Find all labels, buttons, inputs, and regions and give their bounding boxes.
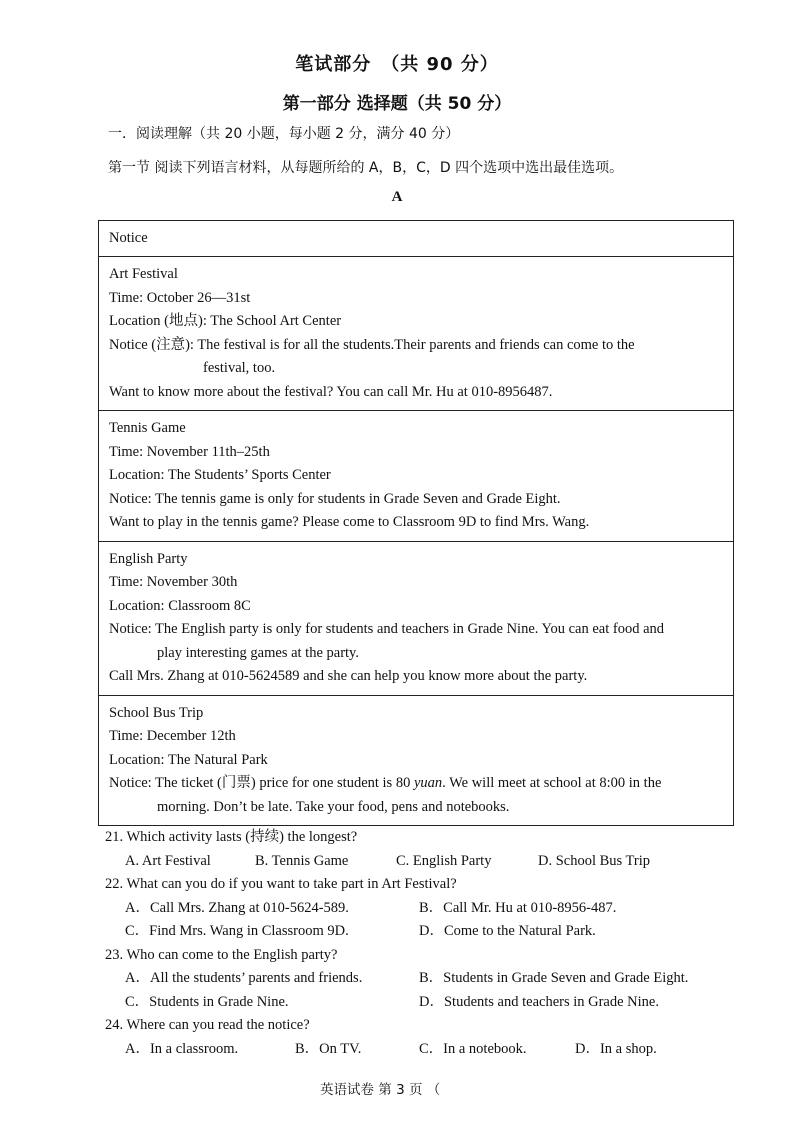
trip-notice-cont: morning. Don’t be late. Take your food, pens and notebooks. bbox=[157, 798, 510, 815]
option-d[interactable]: D. School Bus Trip bbox=[538, 852, 651, 869]
trip-notice-pre: Notice: The ticket (门票) price for one student is 80 bbox=[109, 775, 414, 791]
question-stem: 24. Where can you read the notice? bbox=[105, 1017, 310, 1033]
option-d[interactable]: D．Come to the Natural Park. bbox=[419, 923, 596, 939]
option-row bbox=[105, 1038, 745, 1062]
tennis-name: Tennis Game bbox=[109, 420, 186, 436]
option-c[interactable]: C．Find Mrs. Wang in Classroom 9D. bbox=[125, 923, 349, 939]
option-b[interactable]: B．On TV. bbox=[295, 1040, 362, 1057]
option-a[interactable]: A. Art Festival bbox=[125, 852, 211, 869]
page-footer: 英语试卷 第 3 页 （ bbox=[320, 1082, 441, 1098]
art-notice-cont: festival, too. bbox=[203, 360, 276, 376]
notice-header-text: Notice bbox=[109, 230, 148, 246]
option-b[interactable]: B．Call Mr. Hu at 010-8956-487. bbox=[419, 899, 617, 916]
option-d[interactable]: D．Students and teachers in Grade Nine. bbox=[419, 993, 659, 1010]
notice-english-party bbox=[99, 541, 733, 695]
trip-notice-post: . We will meet at school at 8:00 in the bbox=[442, 775, 662, 791]
option-a[interactable]: A．All the students’ parents and friends. bbox=[125, 970, 363, 986]
notice-tennis-game bbox=[99, 410, 733, 541]
option-c[interactable]: C．In a notebook. bbox=[419, 1040, 527, 1057]
option-b[interactable]: B．Students in Grade Seven and Grade Eight. bbox=[419, 970, 689, 986]
passage-label: A bbox=[391, 189, 403, 205]
trip-time: Time: December 12th bbox=[109, 728, 236, 744]
tennis-notice: Notice: The tennis game is only for students in Grade Seven and Grade Eight. bbox=[109, 490, 561, 507]
trip-notice-currency: yuan bbox=[413, 775, 443, 791]
question-23 bbox=[105, 944, 745, 1015]
part-title: 第一部分 选择题（共 50 分） bbox=[282, 94, 512, 114]
notice-table bbox=[98, 220, 734, 826]
option-row bbox=[105, 897, 745, 921]
tennis-location: Location: The Students’ Sports Center bbox=[109, 467, 331, 483]
tennis-contact: Want to play in the tennis game? Please come to Classroom 9D to find Mrs. Wang. bbox=[109, 514, 590, 530]
question-list bbox=[105, 826, 745, 1061]
art-name: Art Festival bbox=[109, 266, 178, 282]
option-c[interactable]: C. English Party bbox=[396, 852, 492, 869]
question-stem: 22. What can you do if you want to take part in Art Festival? bbox=[105, 876, 457, 892]
party-notice-cont: play interesting games at the party. bbox=[157, 644, 359, 661]
option-a[interactable]: A．In a classroom. bbox=[125, 1040, 239, 1057]
art-contact: Want to know more about the festival? You can call Mr. Hu at 010-8956487. bbox=[109, 383, 553, 400]
option-row bbox=[105, 920, 745, 944]
art-location: Location (地点): The School Art Center bbox=[109, 313, 342, 329]
notice-header bbox=[99, 221, 733, 256]
section-heading: 一．阅读理解（共 20 小题，每小题 2 分，满分 40 分） bbox=[108, 126, 460, 142]
option-b[interactable]: B. Tennis Game bbox=[255, 852, 349, 869]
trip-notice bbox=[109, 772, 723, 796]
option-a[interactable]: A．Call Mrs. Zhang at 010-5624-589. bbox=[125, 899, 349, 916]
party-name: English Party bbox=[109, 550, 188, 567]
art-notice: Notice (注意): The festival is for all the students.Their parents and friends can come to the bbox=[109, 336, 635, 353]
art-time: Time: October 26—31st bbox=[109, 289, 251, 306]
tennis-time: Time: November 11th–25th bbox=[109, 443, 270, 460]
question-22 bbox=[105, 873, 745, 944]
question-24 bbox=[105, 1014, 745, 1061]
page-title: 笔试部分 （共 90 分） bbox=[295, 54, 499, 75]
question-stem: 21. Which activity lasts (持续) the longest? bbox=[105, 829, 358, 845]
option-c[interactable]: C．Students in Grade Nine. bbox=[125, 993, 289, 1010]
option-d[interactable]: D．In a shop. bbox=[575, 1040, 657, 1057]
option-row bbox=[105, 991, 745, 1015]
notice-art-festival bbox=[99, 256, 733, 410]
trip-name: School Bus Trip bbox=[109, 704, 204, 721]
option-row bbox=[105, 967, 745, 991]
section-instruction: 第一节 阅读下列语言材料，从每题所给的 A，B，C，D 四个选项中选出最佳选项。 bbox=[108, 160, 624, 176]
party-contact: Call Mrs. Zhang at 010-5624589 and she can help you know more about the party. bbox=[109, 668, 588, 684]
party-time: Time: November 30th bbox=[109, 574, 238, 590]
question-21 bbox=[105, 826, 745, 873]
party-location: Location: Classroom 8C bbox=[109, 597, 251, 614]
party-notice: Notice: The English party is only for students and teachers in Grade Nine. You can eat food and bbox=[109, 621, 665, 637]
option-row bbox=[105, 850, 745, 874]
trip-location: Location: The Natural Park bbox=[109, 751, 268, 768]
notice-school-bus-trip bbox=[99, 695, 733, 826]
question-stem: 23. Who can come to the English party? bbox=[105, 946, 338, 963]
